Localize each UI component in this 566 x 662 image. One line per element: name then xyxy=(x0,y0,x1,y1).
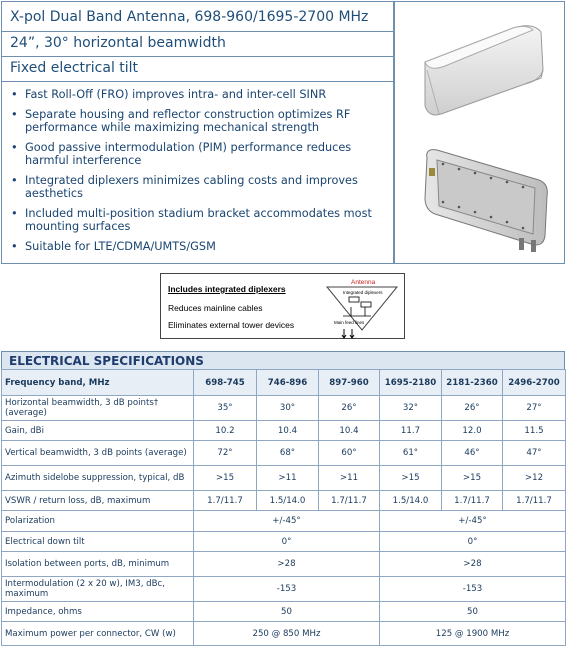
divider xyxy=(2,81,393,82)
table-cell: >28 xyxy=(194,552,380,577)
bullet-icon: • xyxy=(11,88,18,101)
antenna-back-image xyxy=(415,140,555,258)
table-cell: 10.4 xyxy=(257,421,319,441)
table-cell: >15 xyxy=(380,466,442,491)
table-row xyxy=(2,421,566,441)
row-label: Intermodulation (2 x 20 w), IM3, dBc, maximum xyxy=(2,577,194,602)
column-header: 746-896 xyxy=(257,370,319,396)
table-cell: >28 xyxy=(380,552,566,577)
table-cell: 30° xyxy=(257,396,319,421)
row-label: Polarization xyxy=(2,511,194,532)
diplexer-callout xyxy=(160,273,405,339)
table-row xyxy=(2,552,566,577)
table-cell: >11 xyxy=(257,466,319,491)
table-cell: 125 @ 1900 MHz xyxy=(380,622,566,646)
table-cell: 0° xyxy=(380,532,566,552)
row-label: Azimuth sidelobe suppression, typical, dB xyxy=(2,466,194,491)
diplexer-benefit: Eliminates external tower devices xyxy=(168,320,295,330)
product-summary-panel xyxy=(1,1,394,264)
table-cell: 50 xyxy=(380,602,566,622)
table-cell: 11.7 xyxy=(380,421,442,441)
table-row xyxy=(2,511,566,532)
table-cell: 1.7/11.7 xyxy=(503,491,566,511)
row-label: Horizontal beamwidth, 3 dB points† (average) xyxy=(2,396,194,421)
table-cell: -153 xyxy=(380,577,566,602)
bullet-icon: • xyxy=(11,108,18,121)
table-cell: 50 xyxy=(194,602,380,622)
table-header-row xyxy=(2,370,566,396)
column-header: Frequency band, MHz xyxy=(2,370,194,396)
row-label: Isolation between ports, dB, minimum xyxy=(2,552,194,577)
table-cell: +/-45° xyxy=(194,511,380,532)
table-cell: 47° xyxy=(503,441,566,466)
bullet-icon: • xyxy=(11,174,18,187)
divider xyxy=(2,31,393,32)
feature-item: • Separate housing and reflector construction optimizes RF performance while maximizing mechanical strength xyxy=(11,108,351,134)
table-cell: 46° xyxy=(442,441,503,466)
feature-item: • Good passive intermodulation (PIM) performance reduces harmful interference xyxy=(11,141,352,167)
bullet-icon: • xyxy=(11,240,18,253)
table-cell: 26° xyxy=(319,396,380,421)
column-header: 897-960 xyxy=(319,370,380,396)
table-cell: 72° xyxy=(194,441,257,466)
table-cell: 35° xyxy=(194,396,257,421)
product-photos-panel xyxy=(394,1,565,264)
table-row xyxy=(2,491,566,511)
table-row xyxy=(2,602,566,622)
table-cell: 250 @ 850 MHz xyxy=(194,622,380,646)
bullet-icon: • xyxy=(11,141,18,154)
feature-list xyxy=(8,88,386,260)
table-cell: 26° xyxy=(442,396,503,421)
table-cell: >11 xyxy=(319,466,380,491)
feature-item: • Included multi-position stadium bracket accommodates most mounting surfaces xyxy=(11,207,372,233)
column-header: 698-745 xyxy=(194,370,257,396)
spec-title-bar xyxy=(1,351,565,369)
table-cell: 11.5 xyxy=(503,421,566,441)
table-row xyxy=(2,466,566,491)
row-label: Vertical beamwidth, 3 dB points (average) xyxy=(2,441,194,466)
table-cell: 1.7/11.7 xyxy=(442,491,503,511)
divider xyxy=(2,56,393,57)
row-label: Gain, dBi xyxy=(2,421,194,441)
table-row xyxy=(2,532,566,552)
diplexer-title: Includes integrated diplexers xyxy=(168,284,286,294)
row-label: Maximum power per connector, CW (w) xyxy=(2,622,194,646)
table-cell: 61° xyxy=(380,441,442,466)
row-label: Impedance, ohms xyxy=(2,602,194,622)
column-header: 2181-2360 xyxy=(442,370,503,396)
table-cell: 10.4 xyxy=(319,421,380,441)
product-tilt: Fixed electrical tilt xyxy=(10,60,139,76)
table-cell: -153 xyxy=(194,577,380,602)
product-title: X-pol Dual Band Antenna, 698-960/1695-2700 MHz xyxy=(10,9,369,25)
table-cell: +/-45° xyxy=(380,511,566,532)
feed-arrows-icon xyxy=(339,329,359,341)
spec-title: ELECTRICAL SPECIFICATIONS xyxy=(9,354,204,368)
diplexer-benefit: Reduces mainline cables xyxy=(168,303,263,313)
diplexer-diagram xyxy=(321,276,403,336)
table-row xyxy=(2,577,566,602)
table-row xyxy=(2,622,566,646)
table-cell: 60° xyxy=(319,441,380,466)
electrical-spec-table xyxy=(1,369,566,646)
row-label: Electrical down tilt xyxy=(2,532,194,552)
feature-item: • Suitable for LTE/CDMA/UMTS/GSM xyxy=(11,240,216,253)
product-subtitle: 24”, 30° horizontal beamwidth xyxy=(10,35,226,51)
table-cell: 12.0 xyxy=(442,421,503,441)
table-row xyxy=(2,396,566,421)
table-cell: >12 xyxy=(503,466,566,491)
antenna-front-image xyxy=(415,10,551,122)
feature-item: • Integrated diplexers minimizes cabling costs and improves aesthetics xyxy=(11,174,358,200)
table-cell: 1.5/14.0 xyxy=(380,491,442,511)
table-cell: 1.5/14.0 xyxy=(257,491,319,511)
diagram-feed-label: Main feed lines xyxy=(334,320,365,325)
column-header: 1695-2180 xyxy=(380,370,442,396)
table-cell: 1.7/11.7 xyxy=(319,491,380,511)
column-header: 2496-2700 xyxy=(503,370,566,396)
table-row xyxy=(2,441,566,466)
table-cell: 27° xyxy=(503,396,566,421)
diagram-antenna-label: Antenna xyxy=(351,279,376,286)
table-cell: 68° xyxy=(257,441,319,466)
table-cell: 10.2 xyxy=(194,421,257,441)
table-cell: 32° xyxy=(380,396,442,421)
bullet-icon: • xyxy=(11,207,18,220)
table-cell: >15 xyxy=(194,466,257,491)
diagram-diplexers-label: Integrated diplexers xyxy=(343,290,383,295)
feature-item: • Fast Roll-Off (FRO) improves intra- and inter-cell SINR xyxy=(11,88,327,101)
table-cell: 0° xyxy=(194,532,380,552)
table-cell: >15 xyxy=(442,466,503,491)
table-cell: 1.7/11.7 xyxy=(194,491,257,511)
row-label: VSWR / return loss, dB, maximum xyxy=(2,491,194,511)
